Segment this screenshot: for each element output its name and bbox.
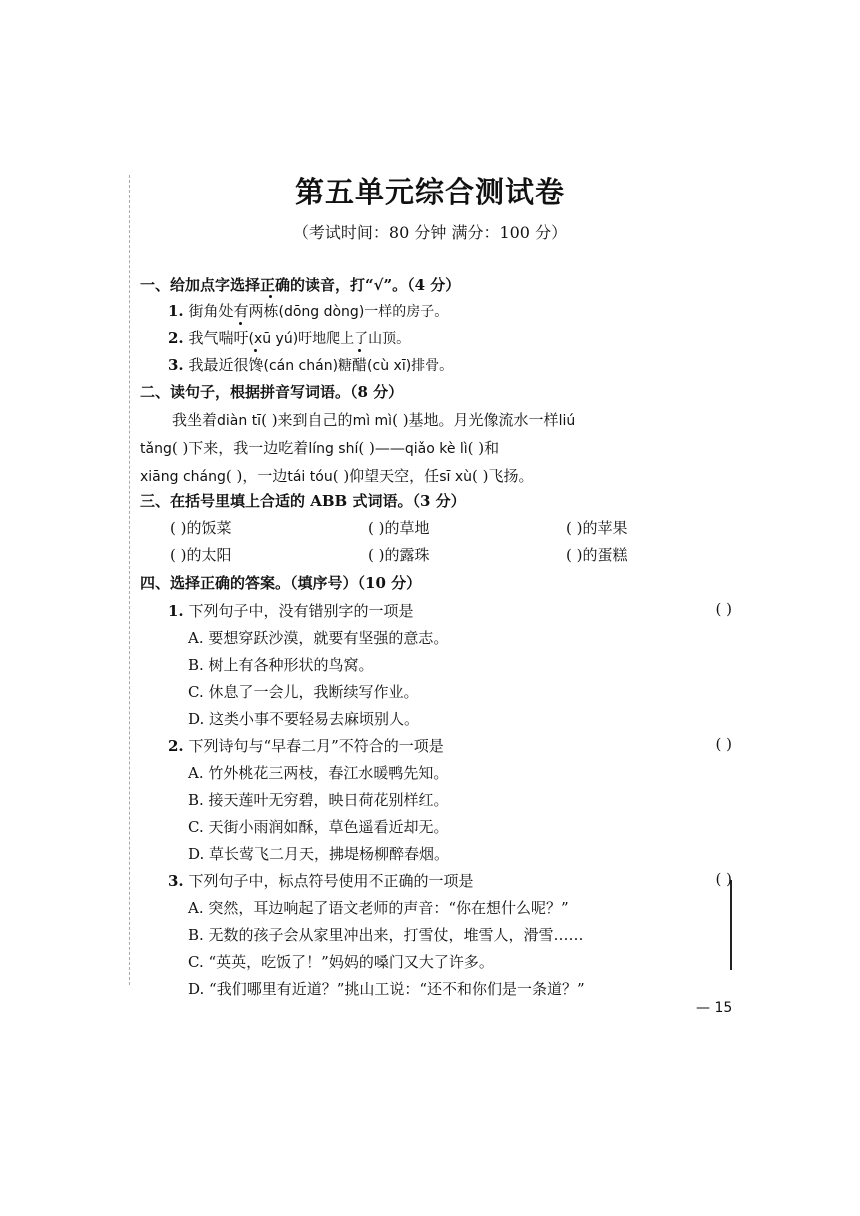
- item-number: 2.: [168, 329, 184, 347]
- option: C. 天街小雨润如酥，草色遥看近却无。: [188, 818, 449, 836]
- section-1-heading: 一、给加点字选择正确的读音，打“√”。（4 分）: [140, 276, 461, 294]
- pinyin: tái tóu: [287, 469, 333, 485]
- section-4-heading: 四、选择正确的答案。（填序号）（10 分）: [140, 574, 422, 592]
- option: A. 突然，耳边响起了语文老师的声音：“你在想什么呢？”: [188, 899, 569, 917]
- page-number: — 15: [696, 1000, 733, 1016]
- pinyin: liú: [558, 413, 576, 429]
- dotted-char: 栋: [263, 302, 279, 320]
- question-number: 1.: [168, 602, 184, 620]
- pinyin: sī xù: [439, 469, 472, 485]
- item-number: 3.: [168, 356, 184, 374]
- option: B. 树上有各种形状的鸟窝。: [188, 656, 374, 674]
- pinyin: líng shí: [308, 441, 359, 457]
- item-text: 我最近很: [188, 356, 249, 374]
- item-text: (cán chán)糖: [263, 358, 353, 374]
- abb-blank: ( )的太阳: [170, 546, 232, 564]
- right-edge-mark: [730, 880, 732, 970]
- s2-line-2: [140, 437, 499, 458]
- blank-text: ( )基地。月光像流水一样: [392, 411, 559, 429]
- item-text: 街角处有两: [188, 302, 264, 320]
- option: C. “英英，吃饭了！”妈妈的嗓门又大了许多。: [188, 953, 494, 971]
- text: 我坐着: [172, 411, 218, 429]
- option: C. 休息了一会儿，我断续写作业。: [188, 683, 419, 701]
- s4-question-1: [168, 600, 413, 621]
- s1-item-1: [168, 300, 448, 321]
- dotted-char: 馋: [248, 356, 264, 374]
- abb-blank: ( )的草地: [368, 519, 430, 537]
- s4-question-3: [168, 870, 473, 891]
- pinyin: mì mì: [352, 413, 393, 429]
- pinyin: tǎng: [140, 441, 172, 457]
- s1-item-3: [168, 354, 453, 375]
- binding-margin-line: [129, 175, 130, 985]
- blank-text: ( )下来，我一边吃着: [171, 439, 309, 457]
- dotted-char: 醋: [352, 356, 368, 374]
- pinyin: qiǎo kè lì: [404, 441, 468, 457]
- section-3-heading: 三、在括号里填上合适的 ABB 式词语。（3 分）: [140, 492, 466, 510]
- s2-line-1: [172, 409, 575, 430]
- answer-bracket: ( ): [715, 735, 732, 753]
- s4-question-2: [168, 735, 444, 756]
- abb-blank: ( )的饭菜: [170, 519, 232, 537]
- item-text: (xū yú)吁地爬上了山顶。: [248, 331, 411, 347]
- pinyin: diàn tī: [217, 413, 262, 429]
- abb-blank: ( )的苹果: [566, 519, 628, 537]
- answer-bracket: ( ): [715, 870, 732, 888]
- item-number: 1.: [168, 302, 184, 320]
- option: D. 草长莺飞二月天，拂堤杨柳醉春烟。: [188, 845, 450, 863]
- item-text: 我气喘: [188, 329, 234, 347]
- exam-info: （考试时间：80 分钟 满分：100 分）: [292, 223, 568, 242]
- blank-text: ( )和: [467, 439, 500, 457]
- pinyin: xiāng cháng: [140, 469, 226, 485]
- question-stem: 下列诗句与“早春二月”不符合的一项是: [188, 737, 444, 755]
- answer-bracket: ( ): [715, 600, 732, 618]
- question-number: 3.: [168, 872, 184, 890]
- dotted-char: 吁: [233, 329, 249, 347]
- section-2-heading: 二、读句子，根据拼音写词语。（8 分）: [140, 383, 404, 401]
- page-title: 第五单元综合测试卷: [294, 175, 565, 209]
- option: B. 无数的孩子会从家里冲出来，打雪仗，堆雪人，滑雪……: [188, 926, 584, 944]
- option: A. 要想穿跃沙漠，就要有坚强的意志。: [188, 629, 449, 647]
- blank-text: ( )飞扬。: [471, 467, 534, 485]
- option: D. 这类小事不要轻易去麻顷别人。: [188, 710, 420, 728]
- option: D. “我们哪里有近道？”挑山工说：“还不和你们是一条道？”: [188, 980, 585, 998]
- question-stem: 下列句子中，没有错别字的一项是: [188, 602, 414, 620]
- s2-line-3: [140, 465, 533, 486]
- option: B. 接天莲叶无穷碧，映日荷花别样红。: [188, 791, 449, 809]
- blank-text: ( )来到自己的: [261, 411, 353, 429]
- blank-text: ( )仰望天空，任: [332, 467, 440, 485]
- question-number: 2.: [168, 737, 184, 755]
- s1-item-2: [168, 327, 410, 348]
- abb-blank: ( )的露珠: [368, 546, 430, 564]
- question-stem: 下列句子中，标点符号使用不正确的一项是: [188, 872, 474, 890]
- option: A. 竹外桃花三两枝，春江水暖鸭先知。: [188, 764, 449, 782]
- item-text: (dōng dòng)一样的房子。: [278, 304, 449, 320]
- item-text: (cù xī)排骨。: [367, 358, 454, 374]
- blank-text: ( )——: [358, 439, 405, 457]
- abb-blank: ( )的蛋糕: [566, 546, 628, 564]
- blank-text: ( )，一边: [225, 467, 288, 485]
